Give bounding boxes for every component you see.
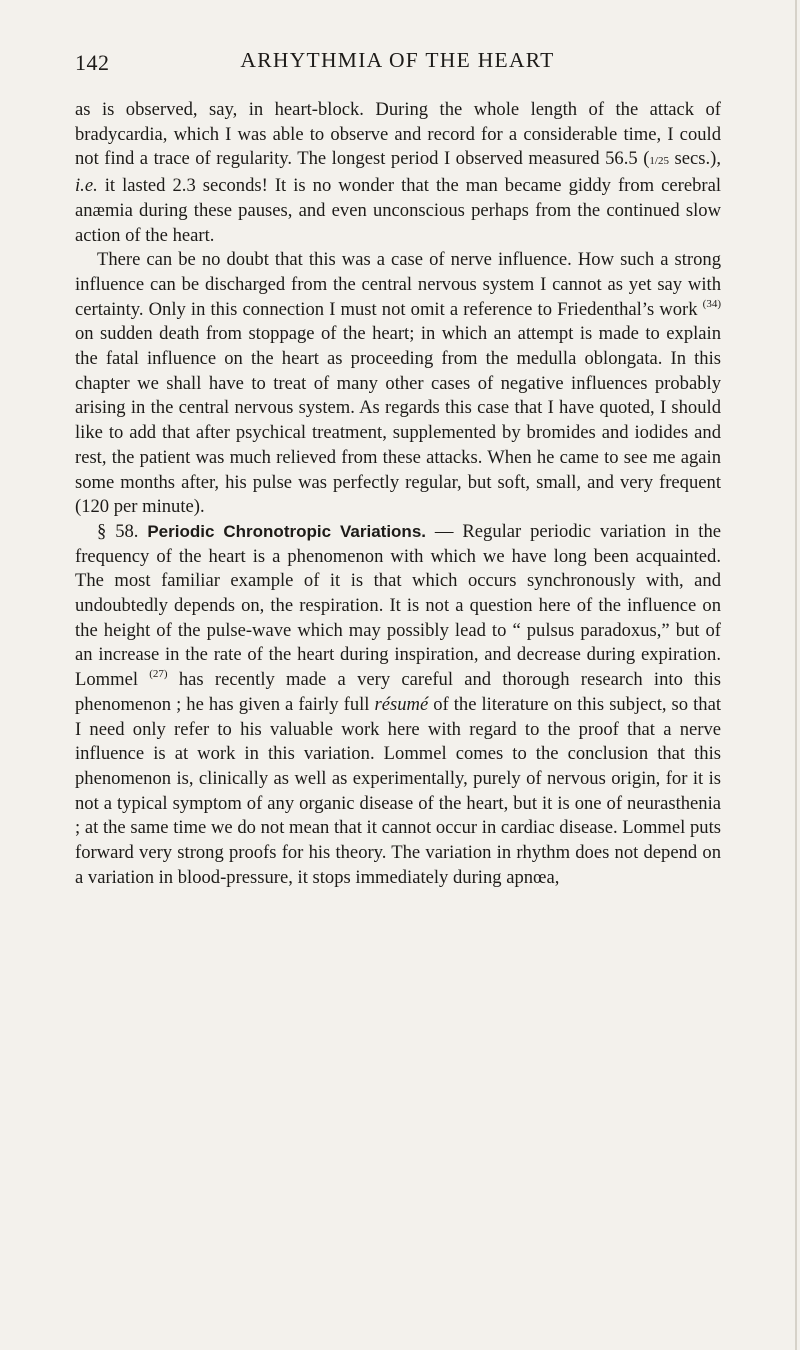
p2-text-1: There can be no doubt that this was a case of nerve influence. How such a strong influence can be discharged from the central nervous system I cannot as yet say with certainty. Only in this connection I must not omit a reference to Friedenthal’s work: [75, 249, 721, 320]
body-text: [75, 98, 721, 891]
page-number: 142: [75, 50, 110, 75]
reference-34: (34): [702, 297, 721, 310]
p2-text-2: on sudden death from stoppage of the heart; in which an attempt is made to explain the fatal influence on the heart as proceeding from the medulla oblongata. In this chapter we shall have to treat of many other cases of negative influences probably arising in the central nervous system. As regards this case that I have quoted, I should like to add that after psychical treatment, supplemented by bromides and iodides and rest, the patient was much relieved from these attacks. When he came to see me again some months after, his pulse was perfectly regular, but soft, small, and very frequent (120 per minute).: [75, 323, 721, 518]
reference-27: (27): [149, 668, 168, 681]
p1-text-2: secs.),: [668, 148, 721, 170]
running-head: ARHYTHMIA OF THE HEART: [240, 48, 555, 72]
paragraph-2: [75, 248, 721, 520]
section-title: Periodic Chronotropic Variations.: [147, 521, 426, 541]
resume-word: résumé: [374, 693, 429, 715]
p3-text-1: — Regular periodic variation in the frequency of the heart is a phenomenon with which we have long been acquainted. The most familiar example of it is that which occurs synchronously with, and undoubtedly depends on, the respiration. It is not a question here of the influence on the height of the pulse-wave which may possibly lead to “ pulsus paradoxus,” but of an increase in the rate of the heart during inspiration, and decrease during expiration. Lommel: [75, 520, 721, 691]
ie-abbrev: i.e.: [75, 175, 98, 197]
p3-text-2: has recently made a very careful and thorough research into this phenomenon ; he has given a fairly full: [75, 669, 721, 715]
p1-text-1: as is observed, say, in heart-block. During the whole length of the attack of bradycardia, which I was able to observe and record for a considerable time, I could not find a trace of regularity. The longest period I observed measured 56.5 (: [75, 99, 721, 170]
paragraph-3: [75, 520, 721, 891]
paragraph-1: [75, 98, 721, 248]
section-number: § 58.: [97, 520, 139, 542]
fraction: 1/25: [649, 155, 669, 168]
page-header: [75, 48, 720, 84]
page-edge-shadow: [795, 0, 797, 1350]
p3-text-3: of the literature on this subject, so that I need only refer to his valuable work here with regard to the proof that a nerve influence is at work in this variation. Lommel comes to the conclusion that this phenomenon is, clinically as well as experimentally, purely of nervous origin, for it is not a typical symptom of any organic disease of the heart, but it is one of neurasthenia ; at the same time we do not mean that it cannot occur in cardiac disease. Lommel puts forward very strong proofs for his theory. The variation in rhythm does not depend on a variation in blood-pressure, it stops immediately during apnœa,: [75, 693, 721, 888]
p1-text-3: it lasted 2.3 seconds! It is no wonder that the man became giddy from cerebral anæmia during these pauses, and even unconscious perhaps from the continued slow action of the heart.: [75, 175, 721, 246]
